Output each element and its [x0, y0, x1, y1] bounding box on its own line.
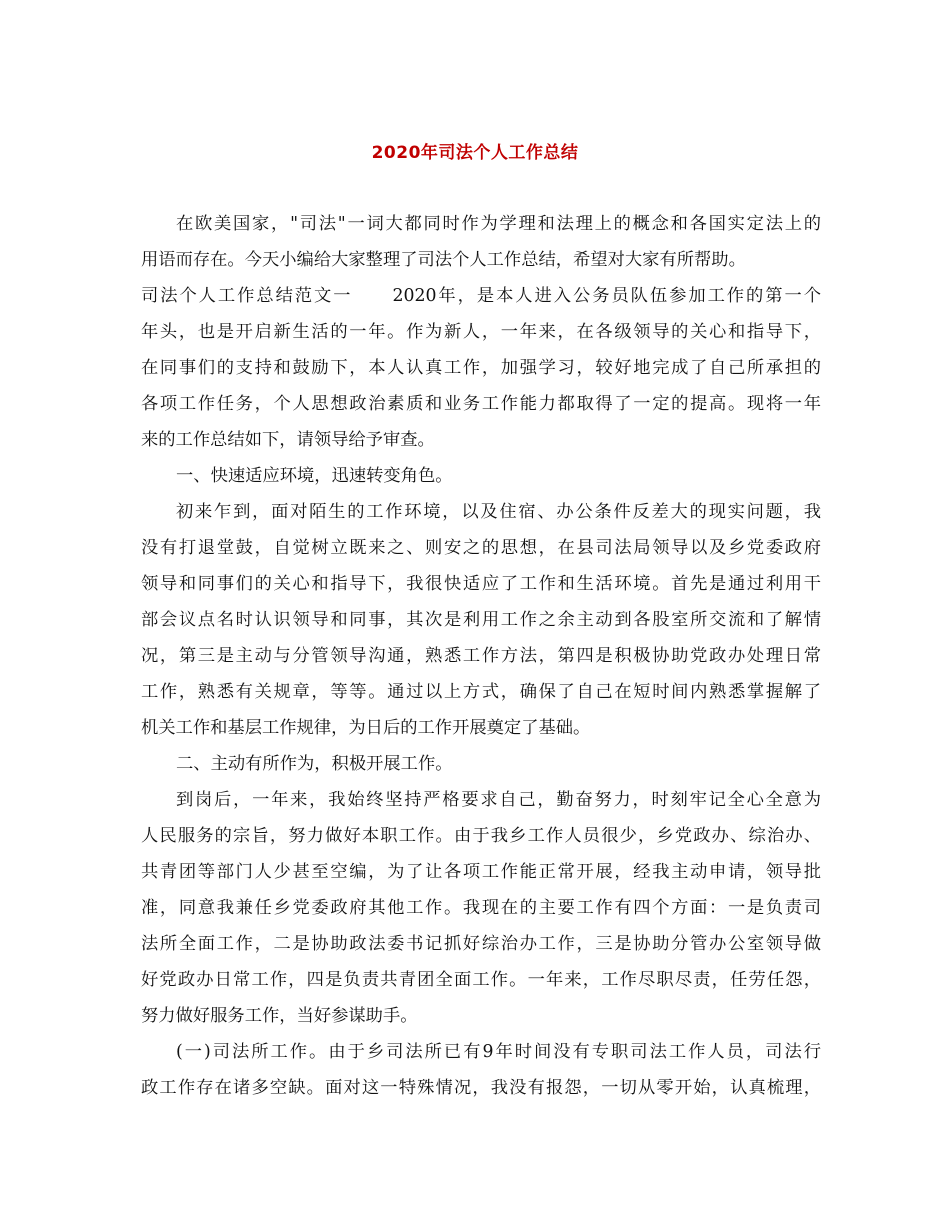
paragraph-line	[141, 278, 821, 314]
paragraph-line: 好党政办日常工作，四是负责共青团全面工作。一年来，工作尽职尽责，任劳任怨，	[141, 970, 821, 990]
section-heading: 二、主动有所作为，积极开展工作。	[176, 754, 453, 774]
paragraph-line: 在欧美国家，"司法"一词大都同时作为学理和法理上的概念和各国实定法上的	[176, 214, 821, 234]
paragraph-line: 到岗后，一年来，我始终坚持严格要求自己，勤奋努力，时刻牢记全心全意为	[176, 790, 821, 810]
paragraph-line: 努力做好服务工作，当好参谋助手。	[141, 1006, 418, 1026]
paragraph-line: 法所全面工作，二是协助政法委书记抓好综治办工作，三是协助分管办公室领导做	[141, 934, 821, 954]
paragraph-text: 2020年，是本人进入公务员队伍参加工作的第一个	[392, 286, 821, 306]
section-heading: 一、快速适应环境，迅速转变角色。	[176, 466, 453, 486]
sample-heading: 司法个人工作总结范文一	[141, 286, 353, 306]
paragraph-line: 用语而存在。今天小编给大家整理了司法个人工作总结，希望对大家有所帮助。	[141, 250, 746, 270]
paragraph-line: 来的工作总结如下，请领导给予审查。	[141, 430, 435, 450]
paragraph-line: 部会议点名时认识领导和同事，其次是利用工作之余主动到各股室所交流和了解情	[141, 610, 821, 630]
paragraph-line: 工作，熟悉有关规章，等等。通过以上方式，确保了自己在短时间内熟悉掌握解了	[141, 682, 821, 702]
paragraph-line: 初来乍到，面对陌生的工作环境，以及住宿、办公条件反差大的现实问题，我	[176, 502, 821, 522]
paragraph-line: 年头，也是开启新生活的一年。作为新人，一年来，在各级领导的关心和指导下，	[141, 322, 821, 342]
paragraph-line: 准，同意我兼任乡党委政府其他工作。我现在的主要工作有四个方面：一是负责司	[141, 898, 821, 918]
paragraph-line: 领导和同事们的关心和指导下，我很快适应了工作和生活环境。首先是通过利用干	[141, 574, 821, 594]
paragraph-line: 人民服务的宗旨，努力做好本职工作。由于我乡工作人员很少，乡党政办、综治办、	[141, 826, 821, 846]
paragraph-line: 况，第三是主动与分管领导沟通，熟悉工作方法，第四是积极协助党政办处理日常	[141, 646, 821, 666]
document-title: 2020年司法个人工作总结	[371, 143, 579, 163]
paragraph-line: 机关工作和基层工作规律，为日后的工作开展奠定了基础。	[141, 718, 591, 738]
paragraph-line: (一)司法所工作。由于乡司法所已有9年时间没有专职司法工作人员，司法行	[176, 1042, 821, 1062]
paragraph-line: 政工作存在诸多空缺。面对这一特殊情况，我没有报怨，一切从零开始，认真梳理，	[141, 1078, 821, 1098]
paragraph-line: 共青团等部门人少甚至空编，为了让各项工作能正常开展，经我主动申请，领导批	[141, 862, 821, 882]
paragraph-line: 没有打退堂鼓，自觉树立既来之、则安之的思想，在县司法局领导以及乡党委政府	[141, 538, 821, 558]
paragraph-line: 在同事们的支持和鼓励下，本人认真工作，加强学习，较好地完成了自己所承担的	[141, 358, 821, 378]
paragraph-line: 各项工作任务，个人思想政治素质和业务工作能力都取得了一定的提高。现将一年	[141, 394, 821, 414]
